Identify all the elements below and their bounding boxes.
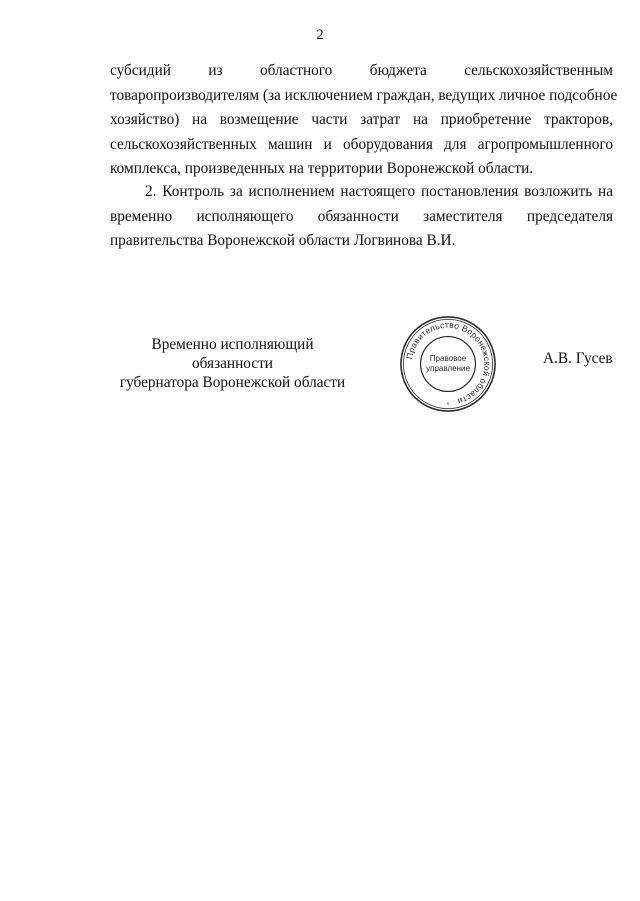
paragraph-line: товаропроизводителям (за исключением граждан, ведущих личное подсобное — [110, 86, 618, 104]
paragraph-subsidies — [110, 59, 618, 182]
paragraph-line: временно исполняющего обязанности заместителя председателя — [110, 207, 613, 225]
paragraph-line: субсидий из областного бюджета сельскохозяйственным — [110, 62, 613, 79]
paragraph-line: комплекса, произведенных на территории Воронежской области. — [110, 160, 534, 177]
paragraph-line: сельскохозяйственных машин и оборудования для агропромышленного — [110, 135, 613, 153]
legal-department-stamp — [399, 315, 497, 413]
signatory-title-line: Временно исполняющий обязанности — [151, 336, 314, 372]
stamp-ring-text: Правительство Воронежской области — [404, 319, 493, 407]
paragraph-control — [110, 180, 613, 254]
signatory-title — [110, 335, 355, 392]
signatory-title-line: губернатора Воронежской области — [119, 374, 346, 391]
stamp-center-line: управление — [426, 363, 470, 373]
page-number: 2 — [316, 27, 324, 43]
paragraph-line: хозяйство) на возмещение части затрат на приобретение тракторов, — [110, 111, 613, 128]
paragraph-line: правительства Воронежской области Логвинова В.И. — [110, 232, 456, 249]
stamp-seal-icon — [399, 315, 497, 413]
stamp-star: * — [446, 402, 450, 410]
signatory-name: А.В. Гусев — [543, 350, 613, 367]
paragraph-line: 2. Контроль за исполнением настоящего постановления возложить на — [145, 183, 613, 200]
stamp-center-line: Правовое — [429, 354, 467, 364]
